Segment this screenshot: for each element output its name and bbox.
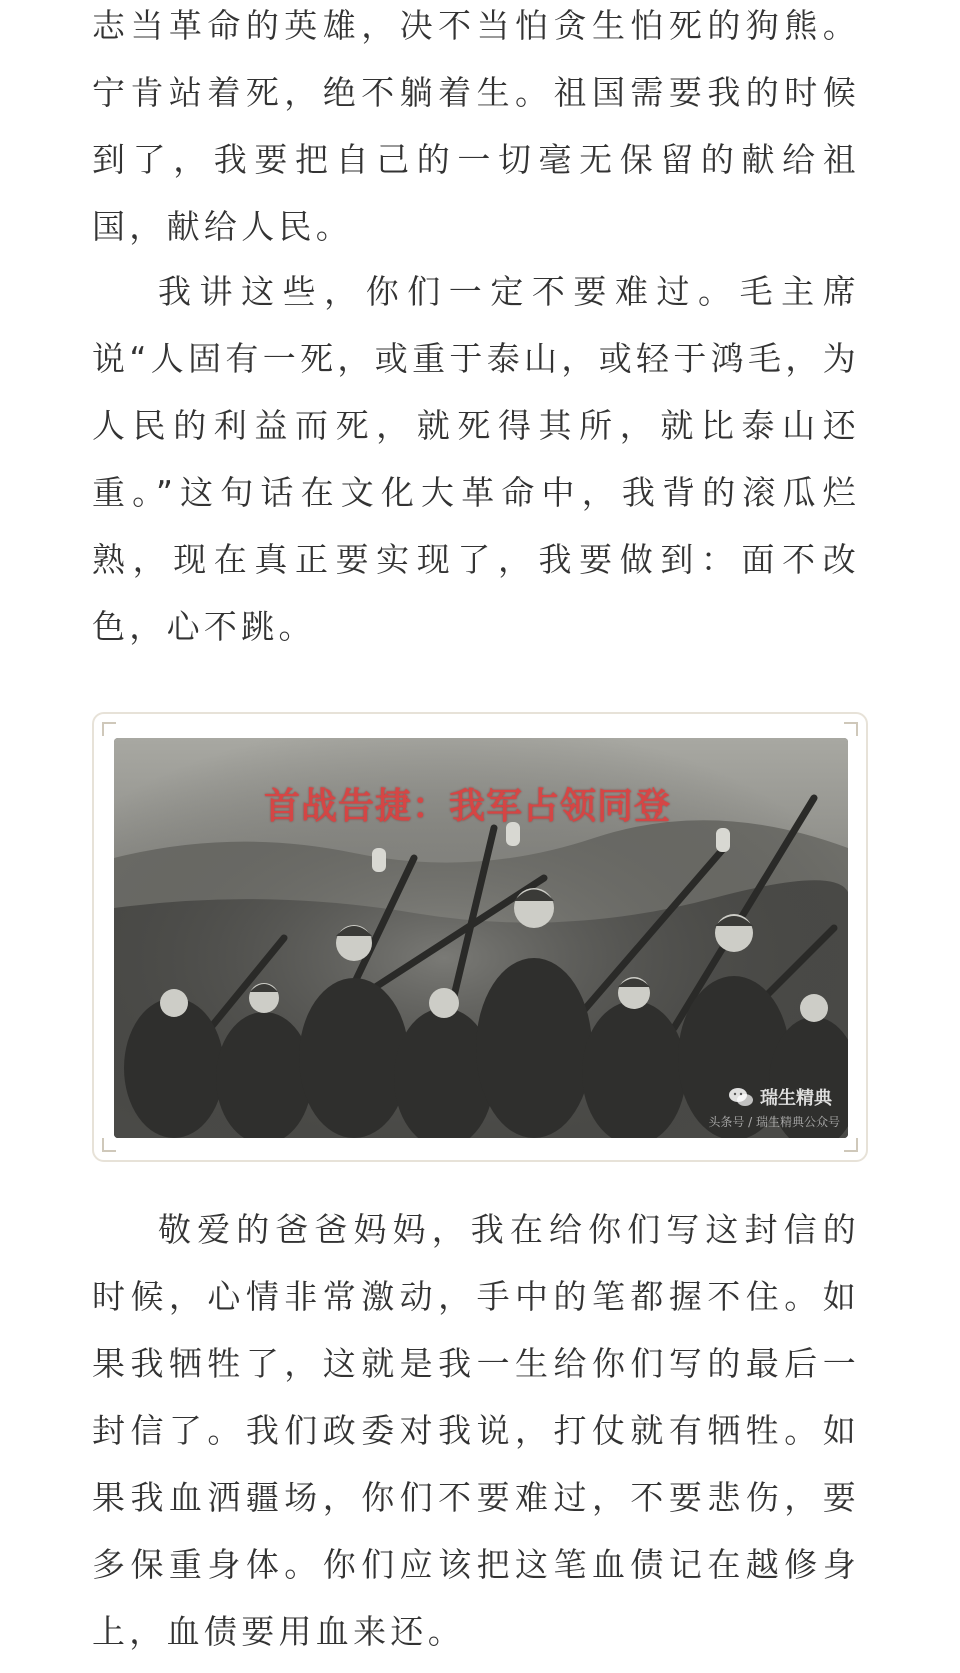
frame-corner (102, 1138, 116, 1152)
paragraph-3: 敬爱的爸爸妈妈，我在给你们写这封信的时候，心情非常激动，手中的笔都握不住。如果我牺牲了，这就是我一生给你们写的最后一封信了。我们政委对我说，打仗就有牺牲。如果我血洒疆场，你们不要难过，不要悲伤，要多保重身体。你们应该把这笔血债记在越修身上，血债要用血来还。 (92, 1210, 860, 1651)
watermark-text: 瑞生精典 (760, 1088, 832, 1109)
photo-frame (92, 712, 868, 1162)
wechat-icon (728, 1086, 754, 1108)
frame-corner (102, 722, 116, 736)
photo-caption: 首战告捷：我军占领同登 (264, 786, 672, 827)
paragraph-2: 我讲这些，你们一定不要难过。毛主席说“人固有一死，或重于泰山，或轻于鸿毛，为人民的利益而死，就死得其所，就比泰山还重。”这句话在文化大革命中，我背的滚瓜烂熟，现在真正要实现了，我要做到：面不改色，心不跳。 (92, 272, 860, 646)
frame-corner (844, 722, 858, 736)
watermark-subtext: 头条号 / 瑞生精典公众号 (708, 1115, 840, 1129)
historical-photo[interactable] (114, 738, 848, 1138)
paragraph-1: 志当革命的英雄，决不当怕贪生怕死的狗熊。宁肯站着死，绝不躺着生。祖国需要我的时候到了，我要把自己的一切毫无保留的献给祖国，献给人民。 (92, 6, 860, 246)
frame-corner (844, 1138, 858, 1152)
watermark (728, 1084, 832, 1110)
